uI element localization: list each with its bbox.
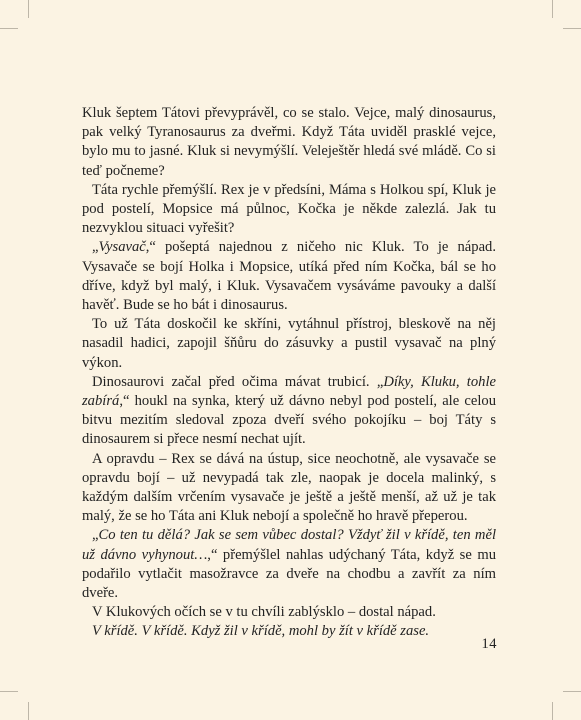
paragraph-text: V Klukových očích se v tu chvíli zablýsklo – dostal nápad. bbox=[92, 604, 436, 621]
crop-mark bbox=[552, 702, 553, 720]
paragraph bbox=[82, 450, 496, 527]
crop-mark bbox=[552, 0, 553, 18]
crop-mark bbox=[0, 691, 18, 692]
crop-mark bbox=[28, 0, 29, 18]
paragraph bbox=[82, 526, 496, 603]
paragraph bbox=[82, 373, 496, 450]
paragraph bbox=[82, 104, 496, 181]
paragraph-text: Táta rychle přemýšlí. Rex je v předsíni, Máma s Holkou spí, Kluk je pod postelí, Mopsice má půlnoc, Kočka je někde zalezlá. Jak tu nezvyklou situaci vyřešit? bbox=[82, 181, 496, 237]
crop-mark bbox=[0, 28, 18, 29]
italic-text: Co ten tu dělá? Jak se sem vůbec dostal? Vždyť žil v křídě, ten měl už dávno vyhynout… bbox=[82, 527, 496, 563]
crop-mark bbox=[28, 702, 29, 720]
paragraph bbox=[82, 315, 496, 373]
paragraph bbox=[82, 181, 496, 239]
italic-text: Díky, Kluku, tohle zabírá bbox=[82, 373, 496, 410]
paragraph-text: Dinosaurovi začal před očima mávat trubicí. „ bbox=[92, 373, 384, 390]
paragraph-text: Kluk šeptem Tátovi převyprávěl, co se stalo. Vejce, malý dinosaurus, pak velký Tyranosaurus za dveřmi. Když Táta uviděl prasklé vejce, bylo mu to jasné. Kluk si nevymýšlí. Veleještěr hledá své mládě. Co si teď počneme? bbox=[82, 105, 496, 179]
paragraph bbox=[82, 238, 496, 315]
italic-text: Vysavač bbox=[98, 239, 146, 256]
paragraph bbox=[82, 622, 496, 641]
paragraph-text: ,“ pošeptá najednou z ničeho nic Kluk. To je nápad. Vysavače se bojí Holka i Mopsice, utíká před ním Kočka, bál se ho dříve, když byl malý, i Kluk. Vysavačem vysáváme pavouky a další havěť. Bude se ho bát i dinosaurus. bbox=[82, 239, 496, 314]
paragraph-text: ,“ přemýšlel nahlas udýchaný Táta, když se mu podařilo vytlačit masožravce za dveře na chodbu a zavřít za ním dveře. bbox=[82, 546, 496, 602]
paragraph-text: A opravdu – Rex se dává na ústup, sice neochotně, ale vysavače se opravdu bojí – už nevypadá tak zle, naopak je docela malinký, s každým dalším vrčením vysavače je ještě a ještě menší, až už je tak malý, že se ho Táta ani Kluk nebojí a společně ho hravě přeperou. bbox=[82, 450, 496, 525]
crop-mark bbox=[563, 691, 581, 692]
crop-mark bbox=[563, 28, 581, 29]
paragraph bbox=[82, 603, 496, 622]
paragraph-text: To už Táta doskočil ke skříni, vytáhnul přístroj, bleskově na něj nasadil hadici, zapojil šňůru do zásuvky a pustil vysavač na plný výkon. bbox=[82, 316, 496, 371]
italic-text: V křídě. V křídě. Když žil v křídě, mohl by žít v křídě zase. bbox=[92, 623, 430, 640]
page-number: 14 bbox=[481, 636, 497, 652]
paragraph-text: ,“ houkl na synka, který už dávno nebyl pod postelí, ale celou bitvu mezitím sledoval zpoza dveří svého pokojíku – boj Táty s dinosaurem si přece nesmí nechat ujít. bbox=[82, 393, 496, 448]
body-text bbox=[82, 104, 496, 642]
paragraph-text: „ bbox=[92, 527, 99, 544]
paragraph-text: „ bbox=[92, 239, 99, 256]
